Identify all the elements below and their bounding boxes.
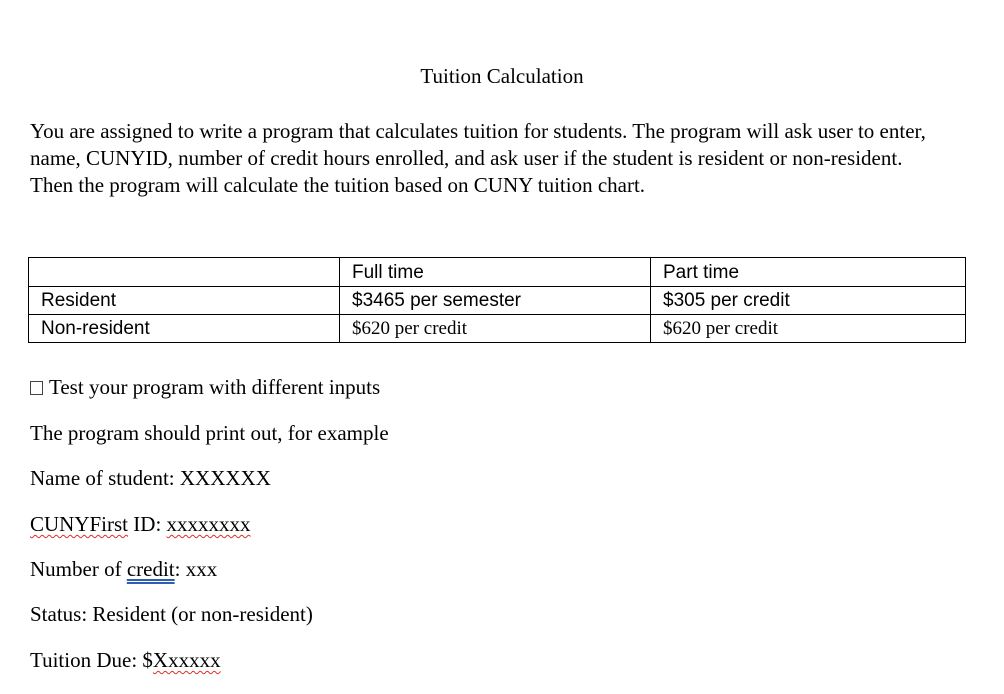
tuition-chart-table: [28, 257, 966, 343]
table-row: [29, 287, 966, 315]
bullet-line: [30, 373, 380, 401]
table-cell-corner: [29, 258, 340, 287]
table-header-full-time: Full time: [340, 258, 651, 287]
tuition-prefix: Tuition Due: $: [30, 648, 153, 672]
table-cell-non-resident-full-time: $620 per credit: [340, 315, 651, 343]
credit-prefix: Number of: [30, 557, 127, 581]
table-cell-resident-part-time: $305 per credit: [651, 287, 966, 315]
table-header-part-time: Part time: [651, 258, 966, 287]
cunyid-line: [30, 510, 251, 538]
tuition-line: [30, 646, 221, 674]
table-cell-resident-full-time: $3465 per semester: [340, 287, 651, 315]
credit-line: [30, 555, 217, 583]
table-row-label-resident: Resident: [29, 287, 340, 315]
example-intro: The program should print out, for example: [30, 421, 389, 445]
bullet-text: Test your program with different inputs: [49, 375, 381, 399]
table-cell-non-resident-part-time: $620 per credit: [651, 315, 966, 343]
status-line: Status: Resident (or non-resident): [30, 602, 313, 626]
cunyid-middle: ID:: [128, 512, 167, 536]
intro-paragraph: You are assigned to write a program that calculates tuition for students. The program will ask user to enter, name, CUNYID, number of credit hours enrolled, and ask user if the student is resident or non-resident. Then the program will calculate the tuition based on CUNY tuition chart.: [30, 119, 926, 197]
checkbox-bullet-icon: [30, 381, 43, 395]
table-row-label-non-resident: Non-resident: [29, 315, 340, 343]
cunyfirst-word: CUNYFirst: [30, 512, 129, 536]
table-row: [29, 315, 966, 343]
document-title: Tuition Calculation: [420, 64, 584, 88]
table-header-row: [29, 258, 966, 287]
cunyid-value: xxxxxxxx: [166, 512, 251, 536]
credit-suffix: : xxx: [174, 557, 218, 581]
credit-word: credit: [126, 557, 175, 581]
name-line: Name of student: XXXXXX: [30, 466, 271, 490]
tuition-value: Xxxxxx: [152, 648, 221, 672]
